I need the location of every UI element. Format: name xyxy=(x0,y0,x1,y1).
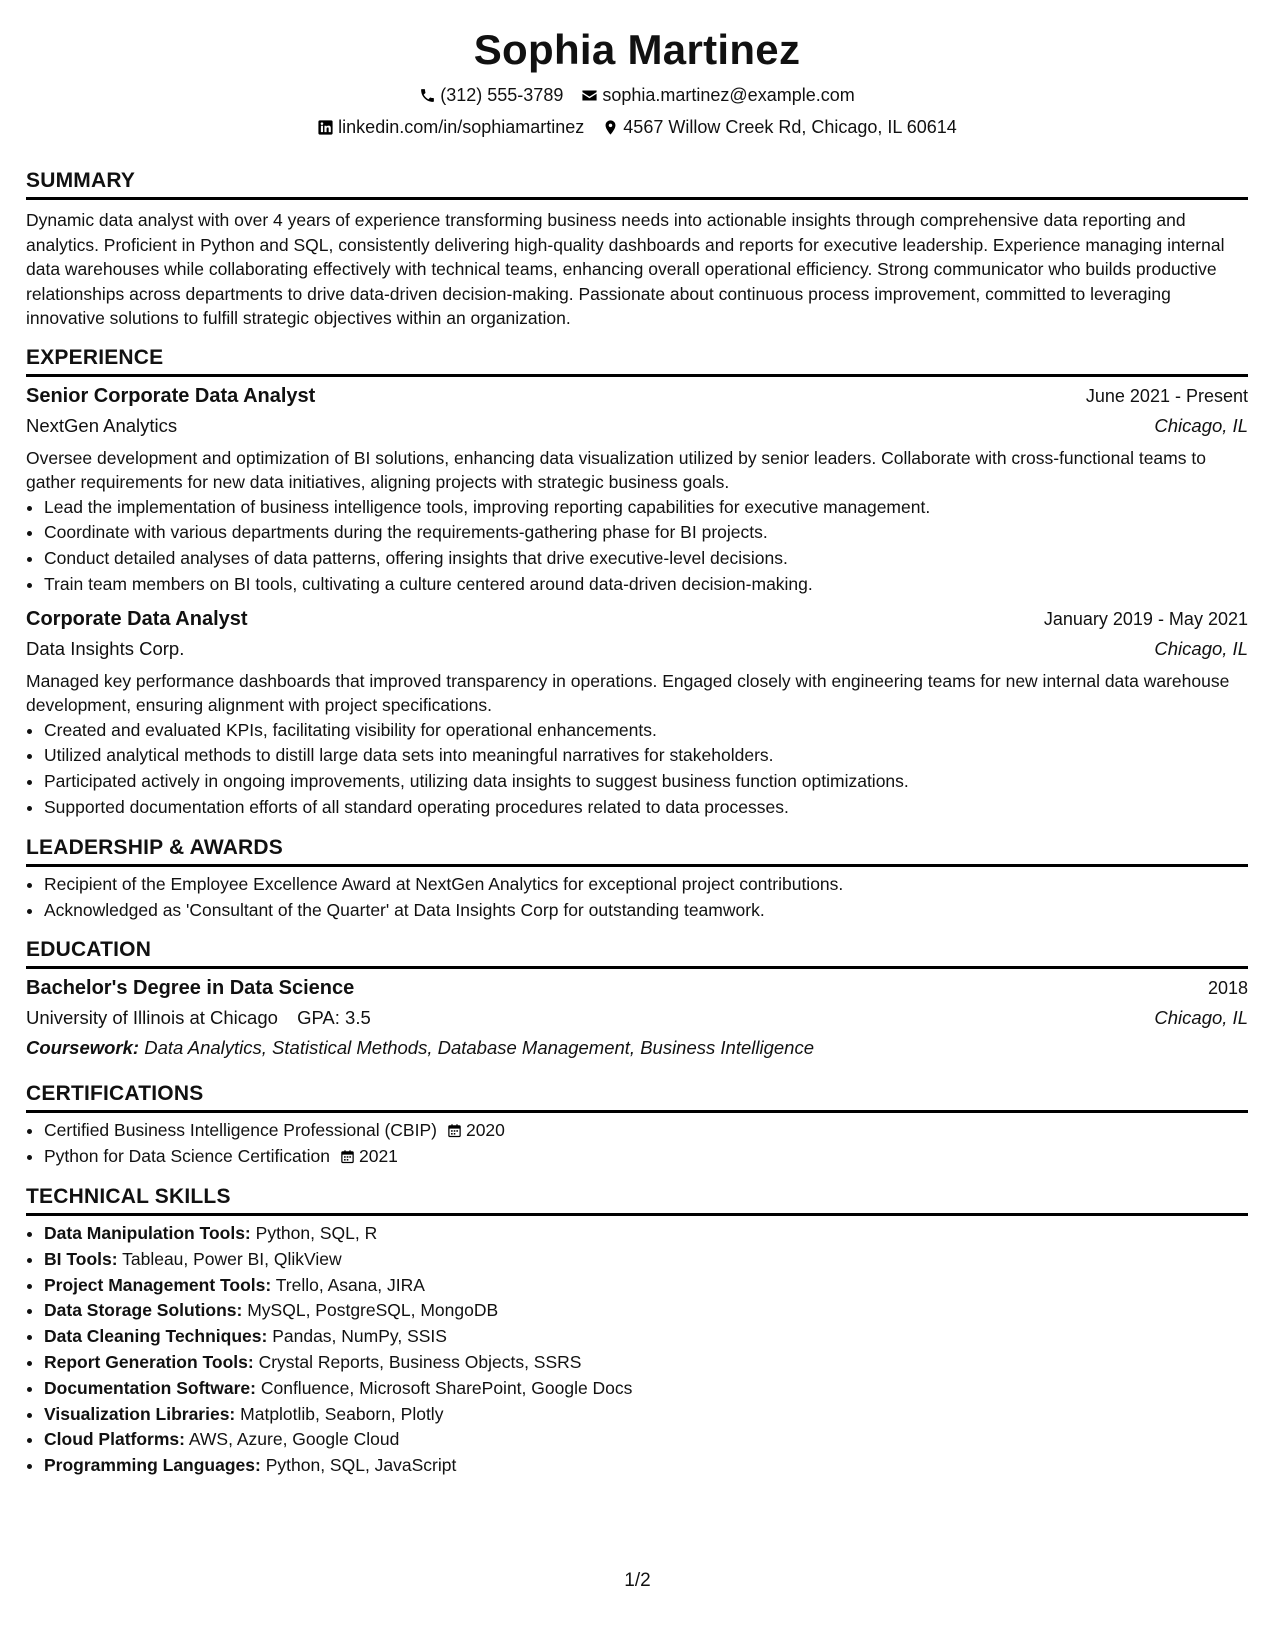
skill-value: Matplotlib, Seaborn, Plotly xyxy=(240,1403,444,1424)
skill-value: Python, SQL, R xyxy=(255,1223,378,1244)
calendar-icon xyxy=(447,1123,462,1138)
summary-section xyxy=(26,168,1248,331)
list-item xyxy=(44,1273,1248,1299)
resume-page xyxy=(26,0,1248,1479)
skills-list xyxy=(26,1221,1248,1479)
job-bullets xyxy=(26,495,1248,598)
job-bullets xyxy=(26,718,1248,821)
list-item: • Coordinate with various departments during the requirements-gathering phase for BI projects. xyxy=(44,520,1248,546)
envelope-icon xyxy=(581,87,598,104)
skill-label: Visualization Libraries: xyxy=(44,1403,236,1424)
coursework-label: Coursework: xyxy=(26,1037,140,1059)
address-contact xyxy=(602,116,957,138)
skill-label: Programming Languages: xyxy=(44,1455,261,1476)
list-item xyxy=(44,1118,1248,1144)
summary-text: Dynamic data analyst with over 4 years of experience transforming business needs into actionable insights through comprehensive data reporting and analytics. Proficient in Python and SQL, consistently delivering high-quality dashboards and reports for executive leadership. Experience managing internal data warehouses while collaborating effectively with technical teams, enhancing overall operational efficiency. Strong communicator who builds productive relationships across departments to drive data-driven decision-making. Passionate about continuous process improvement, committed to leveraging innovative solutions to fulfill strategic objectives within an organization. xyxy=(26,210,1225,328)
certification-name: Python for Data Science Certification xyxy=(44,1146,330,1167)
certifications-heading: CERTIFICATIONS xyxy=(26,1081,1248,1113)
phone-contact xyxy=(419,84,563,106)
job-entry xyxy=(26,604,1248,821)
skill-value: Trello, Asana, JIRA xyxy=(275,1274,425,1295)
certification-year: 2021 xyxy=(358,1146,398,1167)
job-entry xyxy=(26,381,1248,598)
coursework-list: Data Analytics, Statistical Methods, Database Management, Business Intelligence xyxy=(144,1037,814,1059)
skills-section xyxy=(26,1184,1248,1479)
list-item xyxy=(44,1427,1248,1453)
email-contact[interactable] xyxy=(581,84,854,106)
school-row xyxy=(26,1003,1248,1033)
linkedin-url[interactable]: linkedin.com/in/sophiamartinez xyxy=(338,117,585,137)
degree-row xyxy=(26,973,1248,1003)
job-dates: June 2021 - Present xyxy=(1085,385,1248,406)
list-item: • Lead the implementation of business intelligence tools, improving reporting capabilities for executive management. xyxy=(44,495,1248,521)
job-company-row xyxy=(26,634,1248,664)
contact-line-1 xyxy=(26,84,1248,106)
address-text: 4567 Willow Creek Rd, Chicago, IL 60614 xyxy=(623,117,957,137)
job-location: Chicago, IL xyxy=(1154,414,1248,436)
list-item xyxy=(44,1402,1248,1428)
degree-title: Bachelor's Degree in Data Science xyxy=(26,977,355,1000)
coursework-line xyxy=(26,1033,1248,1063)
job-title-row xyxy=(26,604,1248,634)
list-item xyxy=(44,1324,1248,1350)
graduation-year: 2018 xyxy=(1207,978,1248,999)
contact-line-2 xyxy=(26,116,1248,138)
awards-section xyxy=(26,835,1248,924)
skill-label: Documentation Software: xyxy=(44,1377,256,1398)
list-item xyxy=(44,1298,1248,1324)
awards-heading: LEADERSHIP & AWARDS xyxy=(26,835,1248,867)
skill-label: Data Storage Solutions: xyxy=(44,1300,243,1321)
linkedin-contact[interactable] xyxy=(317,116,584,138)
job-title: Senior Corporate Data Analyst xyxy=(26,384,316,407)
skill-value: Confluence, Microsoft SharePoint, Google Docs xyxy=(260,1377,633,1398)
page-number: 1/2 xyxy=(624,1570,651,1591)
list-item xyxy=(44,1144,1248,1170)
education-heading: EDUCATION xyxy=(26,937,1248,969)
location-pin-icon xyxy=(602,119,619,136)
skill-value: Pandas, NumPy, SSIS xyxy=(272,1326,447,1347)
skill-label: Project Management Tools: xyxy=(44,1274,272,1295)
skill-value: AWS, Azure, Google Cloud xyxy=(188,1429,400,1450)
certifications-list xyxy=(26,1118,1248,1170)
gpa-value: GPA: 3.5 xyxy=(297,1007,371,1029)
awards-list xyxy=(26,872,1248,924)
list-item xyxy=(44,1247,1248,1273)
experience-section xyxy=(26,345,1248,821)
phone-number: (312) 555-3789 xyxy=(440,85,564,105)
school-name: University of Illinois at Chicago xyxy=(26,1007,278,1029)
list-item: • Utilized analytical methods to distill large data sets into meaningful narratives for stakeholders. xyxy=(44,743,1248,769)
school-info xyxy=(26,1003,371,1033)
candidate-name: Sophia Martinez xyxy=(473,26,801,73)
skill-value: MySQL, PostgreSQL, MongoDB xyxy=(247,1300,499,1321)
list-item: • Participated actively in ongoing improvements, utilizing data insights to suggest business function optimizations. xyxy=(44,769,1248,795)
skill-value: Tableau, Power BI, QlikView xyxy=(122,1248,342,1269)
job-company: Data Insights Corp. xyxy=(26,637,185,659)
skill-value: Crystal Reports, Business Objects, SSRS xyxy=(258,1352,582,1373)
job-dates: January 2019 - May 2021 xyxy=(1043,608,1248,629)
list-item xyxy=(44,1376,1248,1402)
job-company-row xyxy=(26,411,1248,441)
linkedin-icon xyxy=(317,119,334,136)
experience-heading: EXPERIENCE xyxy=(26,345,1248,377)
list-item: • Supported documentation efforts of all standard operating procedures related to data processes. xyxy=(44,795,1248,821)
job-description: Managed key performance dashboards that improved transparency in operations. Engaged closely with engineering teams for new internal data warehouse development, ensuring alignment with project specifications. xyxy=(26,670,1230,715)
summary-heading: SUMMARY xyxy=(26,168,1248,200)
list-item: • Created and evaluated KPIs, facilitating visibility for operational enhancements. xyxy=(44,718,1248,744)
list-item: • Acknowledged as 'Consultant of the Quarter' at Data Insights Corp for outstanding teamwork. xyxy=(44,898,1248,924)
skill-label: Report Generation Tools: xyxy=(44,1352,254,1373)
phone-icon xyxy=(419,87,436,104)
job-title: Corporate Data Analyst xyxy=(26,607,248,630)
education-section xyxy=(26,937,1248,1063)
job-company: NextGen Analytics xyxy=(26,414,178,436)
list-item xyxy=(44,1221,1248,1247)
skill-label: Data Manipulation Tools: xyxy=(44,1223,251,1244)
certification-year: 2020 xyxy=(465,1120,505,1141)
job-location: Chicago, IL xyxy=(1154,637,1248,659)
certification-name: Certified Business Intelligence Professional (CBIP) xyxy=(44,1120,437,1141)
list-item: • Conduct detailed analyses of data patterns, offering insights that drive executive-level decisions. xyxy=(44,546,1248,572)
education-entry xyxy=(26,973,1248,1063)
list-item: • Recipient of the Employee Excellence Award at NextGen Analytics for exceptional project contributions. xyxy=(44,872,1248,898)
skill-label: BI Tools: xyxy=(44,1248,118,1269)
skill-label: Data Cleaning Techniques: xyxy=(44,1326,268,1347)
certifications-section xyxy=(26,1081,1248,1170)
skills-heading: TECHNICAL SKILLS xyxy=(26,1184,1248,1216)
list-item: • Train team members on BI tools, cultivating a culture centered around data-driven decision-making. xyxy=(44,572,1248,598)
school-location: Chicago, IL xyxy=(1154,1007,1248,1029)
skill-value: Python, SQL, JavaScript xyxy=(265,1455,457,1476)
list-item xyxy=(44,1453,1248,1479)
job-title-row xyxy=(26,381,1248,411)
email-address[interactable]: sophia.martinez@example.com xyxy=(602,85,855,105)
list-item xyxy=(44,1350,1248,1376)
job-description: Oversee development and optimization of BI solutions, enhancing data visualization utilized by senior leaders. Collaborate with cross-functional teams to gather requirements for new data initiatives, aligning projects with strategic business goals. xyxy=(26,447,1206,492)
calendar-icon xyxy=(340,1149,355,1164)
skill-label: Cloud Platforms: xyxy=(44,1429,185,1450)
